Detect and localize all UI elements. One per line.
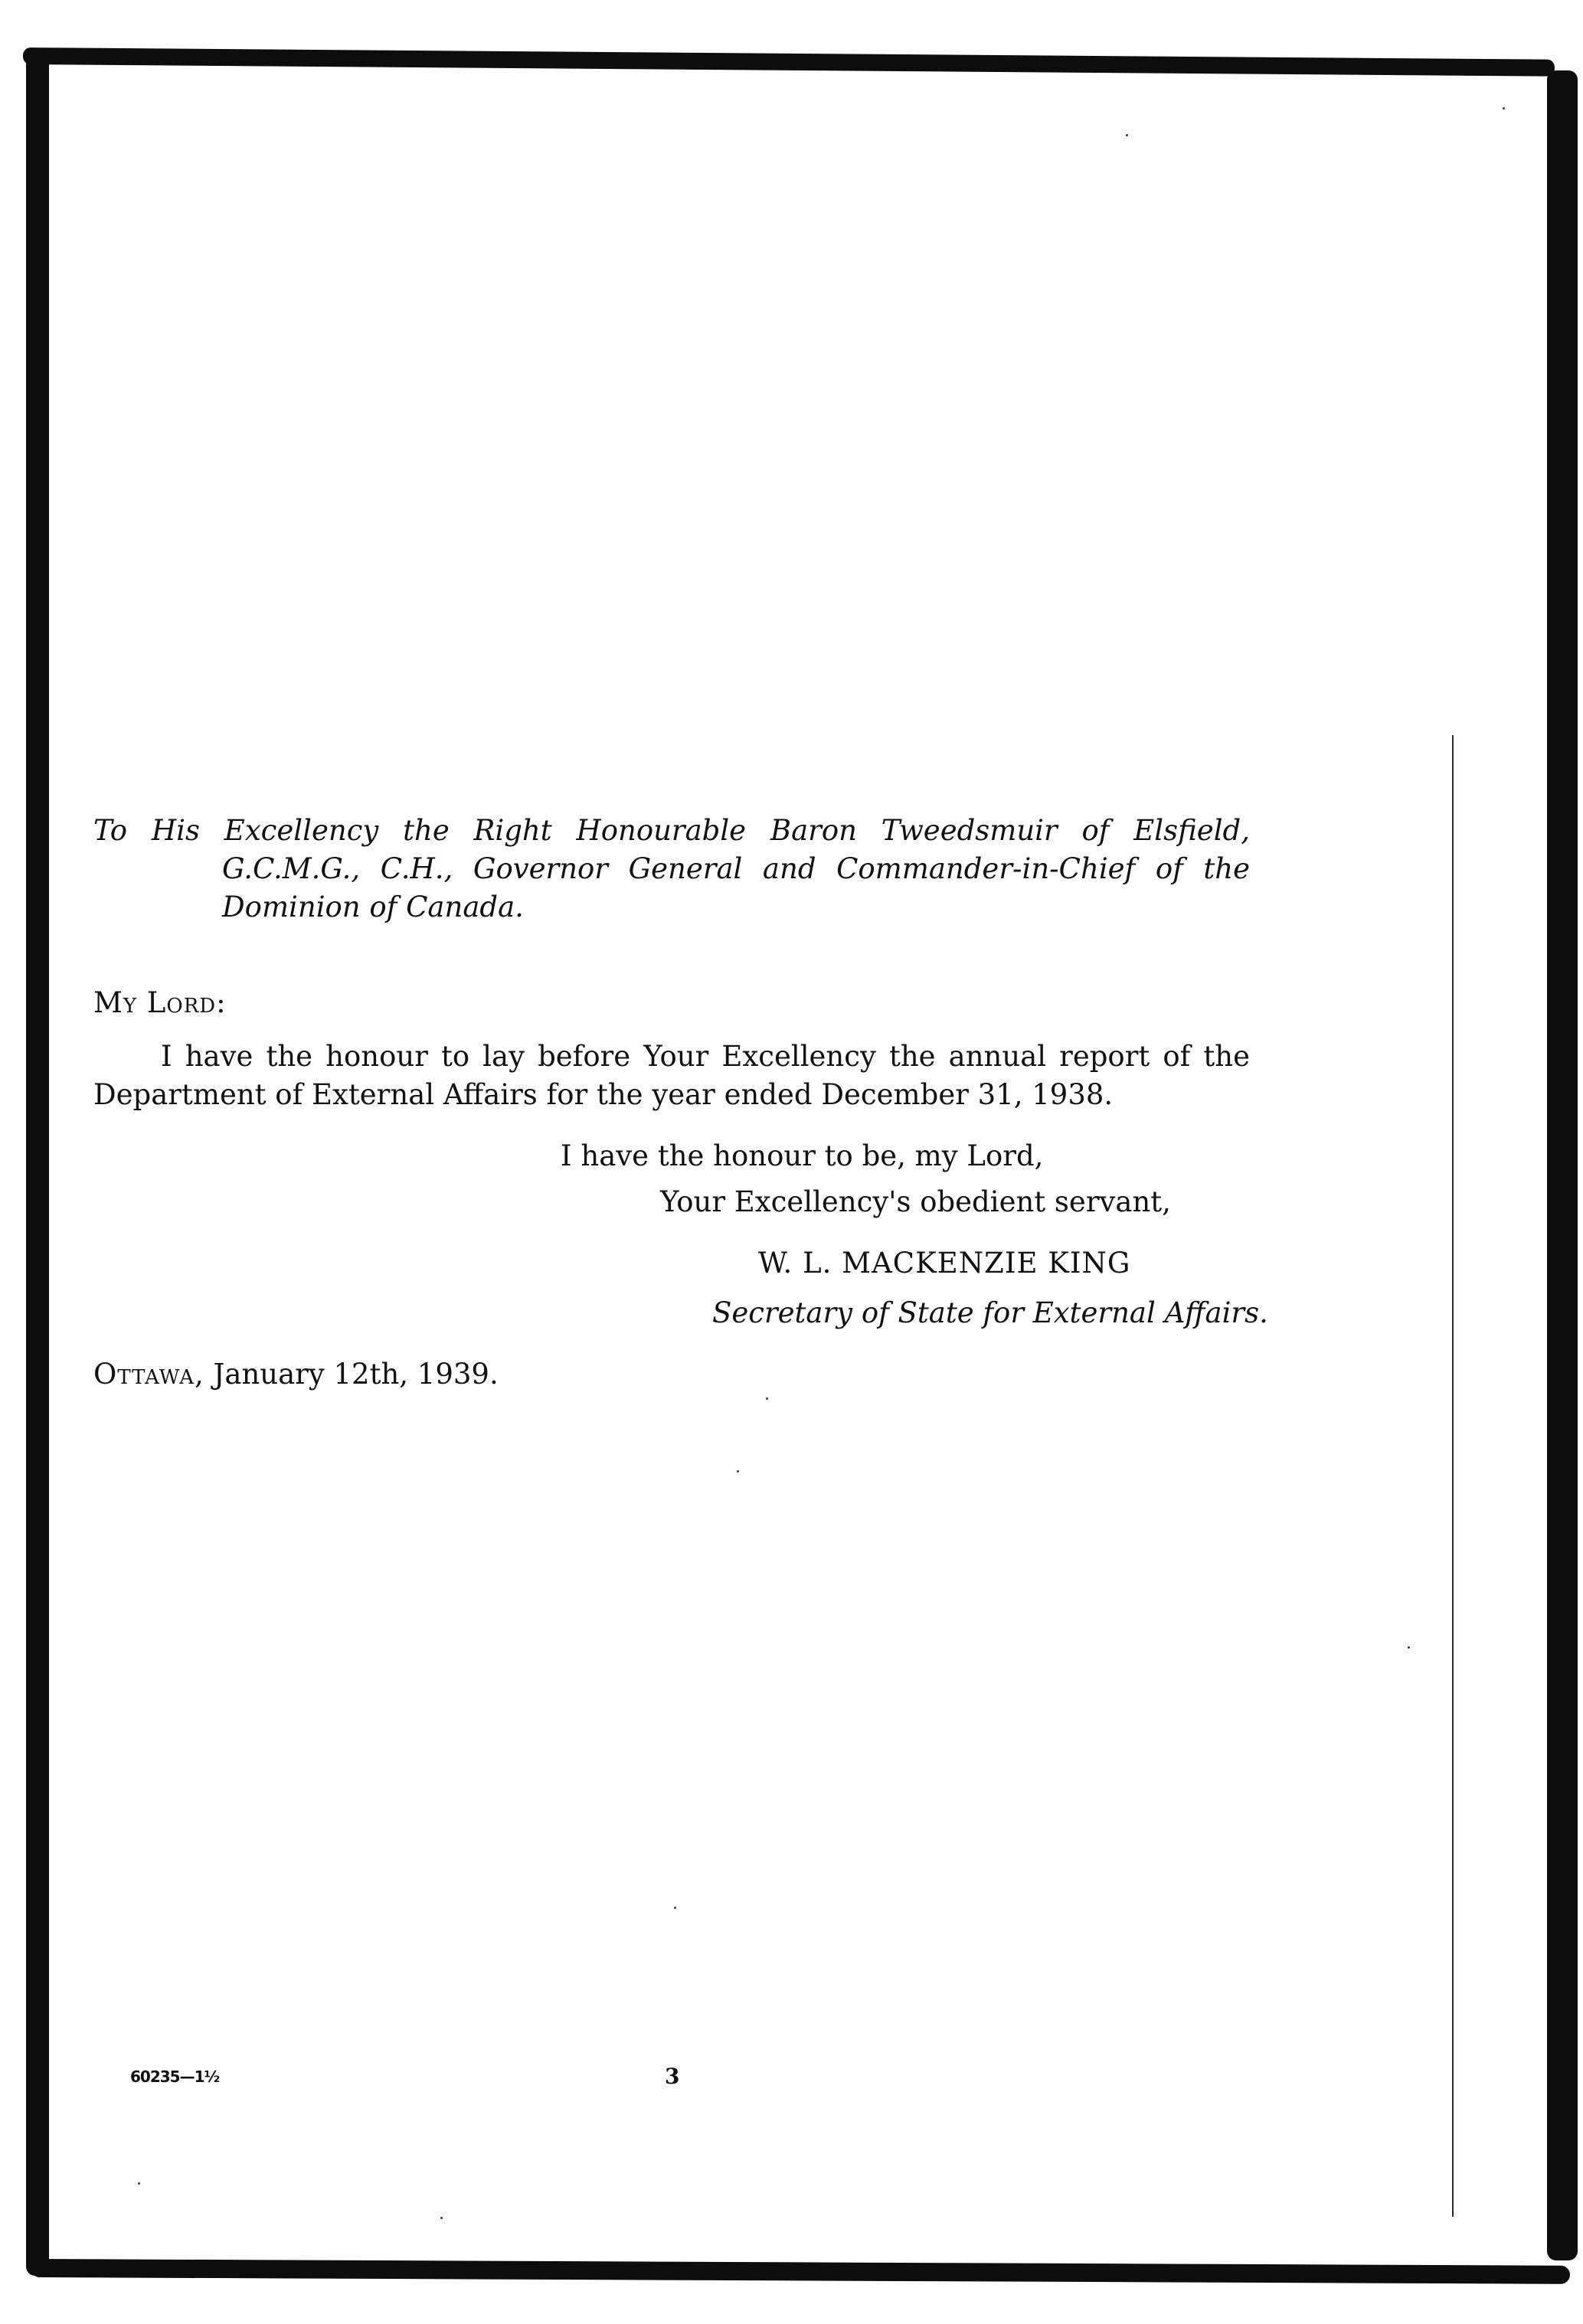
addressee-line: G.C.M.G., C.H., Governor General and Commander-in-Chief of the (222, 852, 1250, 885)
scan-speck (1503, 107, 1505, 109)
dateline-place: Ottawa, (93, 1358, 204, 1391)
addressee-line: To His Excellency the Right Honourable Baron Tweedsmuir of Elsfield, (93, 814, 1250, 847)
print-code: 60235—1½ (130, 2067, 220, 2086)
scan-speck (440, 2217, 443, 2219)
page-border-right (1547, 70, 1578, 2260)
scan-speck (1408, 1646, 1410, 1649)
body-line: Department of External Affairs for the year ended December 31, 1938. (93, 1078, 1114, 1111)
binding-rule (1452, 735, 1454, 2217)
dateline (93, 1355, 499, 1394)
letter-body (93, 1038, 1250, 1114)
scan-speck (138, 2182, 140, 2185)
page-border-left (26, 55, 49, 2276)
scan-speck (766, 1397, 768, 1400)
signatory-title: Secretary of State for External Affairs. (712, 1296, 1268, 1329)
salutation: My Lord: (93, 986, 227, 1019)
closing-line: I have the honour to be, my Lord, (561, 1139, 1044, 1172)
closing-line: Your Excellency's obedient servant, (660, 1185, 1171, 1218)
scan-speck (1126, 134, 1128, 136)
scan-speck (674, 1907, 676, 1909)
signatory-name: W. L. MACKENZIE KING (758, 1247, 1131, 1280)
page-border-bottom (31, 2259, 1570, 2284)
body-line: I have the honour to lay before Your Excellency the annual report of the (161, 1040, 1250, 1073)
addressee-line: Dominion of Canada. (222, 891, 524, 923)
scan-speck (737, 1470, 739, 1473)
page-border-top (23, 47, 1555, 77)
dateline-date: January 12th, 1939. (213, 1358, 499, 1391)
addressee-block (93, 812, 1250, 927)
page-number: 3 (665, 2064, 680, 2089)
